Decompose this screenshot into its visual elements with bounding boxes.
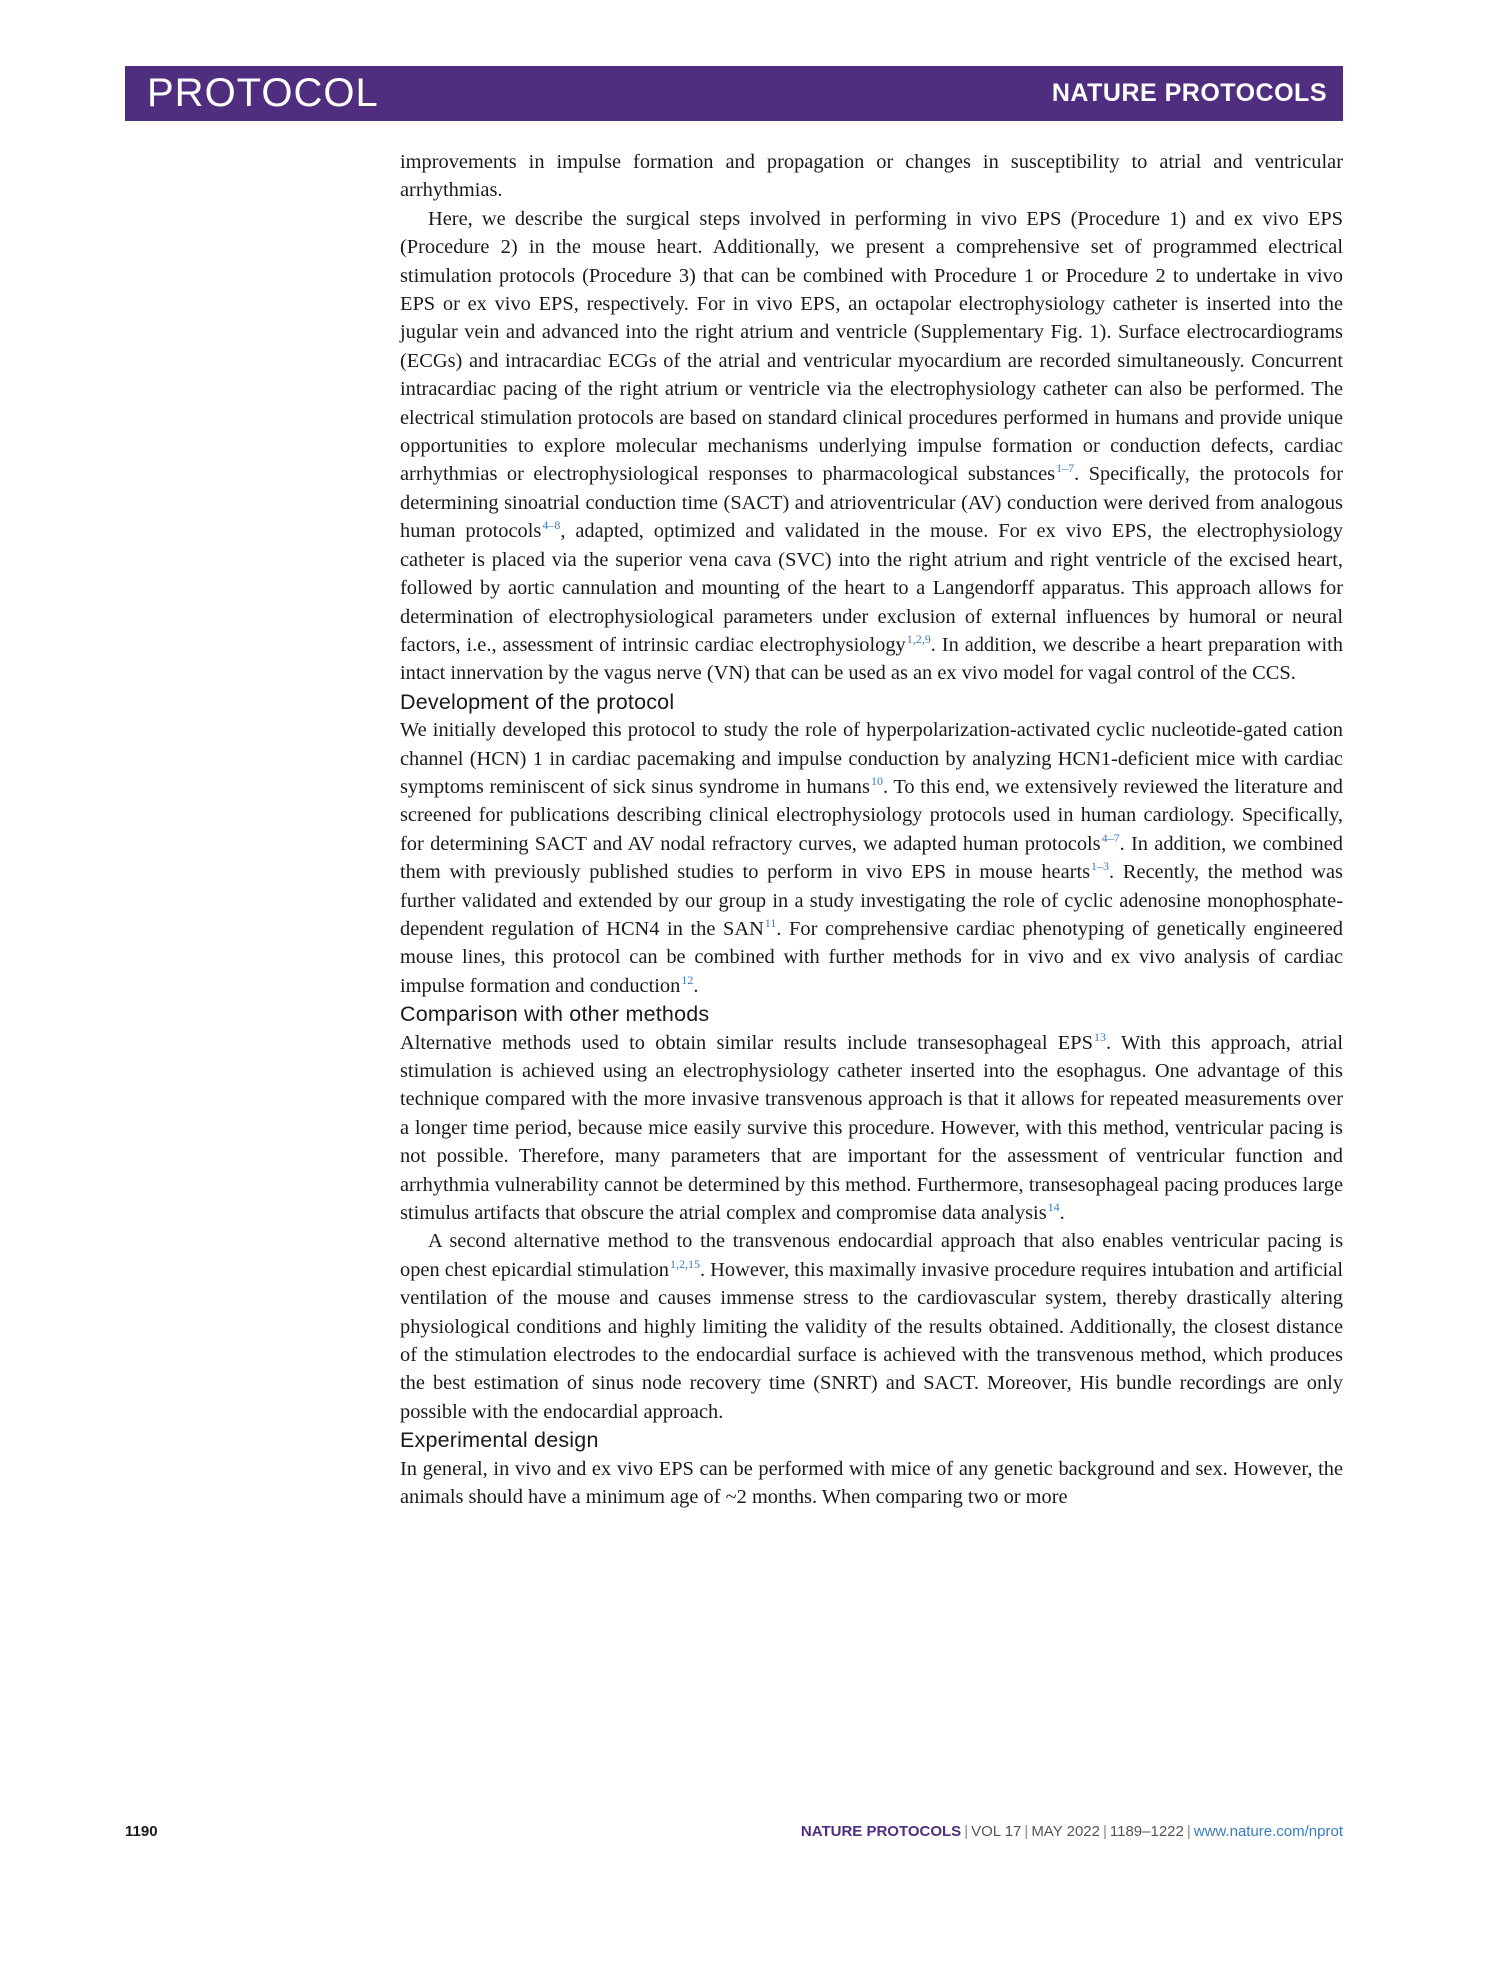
header-banner [125, 66, 1343, 121]
footer-url-link[interactable]: www.nature.com/nprot [1193, 1823, 1343, 1840]
reference-link[interactable]: 13 [1093, 1029, 1106, 1044]
page-number: 1190 [125, 1823, 158, 1840]
journal-name: NATURE PROTOCOLS [1051, 79, 1327, 107]
intro-paragraph-2: Here, we describe the surgical steps involved in performing in vivo EPS (Procedure 1) and ex vivo EPS (Procedure 2) in the mouse heart. Additionally, we present a comprehensive set of programmed electrical stimulation protocols (Procedure 3) that can be combined with Procedure 1 or Procedure 2 to undertake in vivo EPS or ex vivo EPS, respectively. For in vivo EPS, an octapolar electrophysiology catheter is inserted into the jugular vein and advanced into the right atrium and ventricle (Supplementary Fig. 1). Surface electrocardiograms (ECGs) and intracardiac ECGs of the atrial and ventricular myocardium are recorded simultaneously. Concurrent intracardiac pacing of the right atrium or ventricle via the electrophysiology catheter can also be performed. The electrical stimulation protocols are based on standard clinical procedures performed in humans and provide unique opportunities to explore molecular mechanisms underlying impulse formation or conduction defects, cardiac arrhythmias or electrophysiological responses to pharmacological substances$^{1-7}$. Specifically, the protocols for determining sinoatrial conduction time (SACT) and atrioventricular (AV) conduction were derived from analogous human protocols$^{4-8}$, adapted, optimized and validated in the mouse. For ex vivo EPS, the electrophysiology catheter is placed via the superior vena cava (SVC) into the right atrium and right ventricle of the excised heart, followed by aortic cannulation and mounting of the heart to a Langendorff apparatus. This approach allows for determination of electrophysiological parameters under exclusion of external influences by humoral or neural factors, i.e., assessment of intrinsic cardiac electrophysiology$^{1,2,9}$. In addition, we describe a heart preparation with intact innervation by the vagus nerve (VN) that can be used as an ex vivo model for vagal control of the CCS. [400, 207, 1343, 685]
footer-separator: | [1186, 1823, 1191, 1840]
experimental-design-paragraph: In general, in vivo and ex vivo EPS can be performed with mice of any genetic background and sex. However, the animals should have a minimum age of ~2 months. When comparing two or more [400, 1457, 1343, 1509]
footer-separator: | [1024, 1823, 1029, 1840]
reference-link[interactable]: 10 [870, 773, 883, 788]
section-heading-development: Development of the protocol [400, 689, 675, 714]
reference-link[interactable]: 4–7 [1101, 830, 1120, 845]
comparison-paragraph-2: A second alternative method to the transvenous endocardial approach that also enables ventricular pacing is open chest epicardial stimulation$^{1,2,15}$. However, this maximally invasive procedure requires intubation and artificial ventilation of the mouse and causes immense stress to the cardiovascular system, thereby drastically altering physiological conditions and highly limiting the validity of the results obtained. Additionally, the closest distance of the stimulation electrodes to the endocardial surface is achieved with the transvenous method, which produces the best estimation of sinus node recovery time (SNRT) and SACT. Moreover, His bundle recordings are only possible with the endocardial approach. [400, 1230, 1344, 1423]
footer-volume: VOL 17 [971, 1823, 1022, 1840]
article-body [400, 148, 1343, 1512]
footer-journal: NATURE PROTOCOLS [800, 1823, 962, 1840]
section-label: PROTOCOL [147, 71, 379, 115]
footer-date: MAY 2022 [1031, 1823, 1100, 1840]
development-paragraph: We initially developed this protocol to study the role of hyperpolarization-activated cyclic nucleotide-gated cation channel (HCN) 1 in cardiac pacemaking and impulse conduction by analyzing HCN1-deficient mice with cardiac symptoms reminiscent of sick sinus syndrome in humans$^{10}$. To this end, we extensively reviewed the literature and screened for publications describing clinical electrophysiology protocols used in human cardiology. Specifically, for determining SACT and AV nodal refractory curves, we adapted human protocols$^{4-7}$. In addition, we combined them with previously published studies to perform in vivo EPS in mouse hearts$^{1-3}$. Recently, the method was further validated and extended by our group in a study investigating the role of cyclic adenosine monophosphate-dependent regulation of HCN4 in the SAN$^{11}$. For comprehensive cardiac phenotyping of genetically engineered mouse lines, this protocol can be combined with further methods for in vivo and ex vivo analysis of cardiac impulse formation and conduction$^{12}$. [400, 719, 1344, 997]
intro-paragraph-1: improvements in impulse formation and propagation or changes in susceptibility to atrial and ventricular arrhythmias. [400, 151, 1343, 202]
comparison-paragraph-1: Alternative methods used to obtain similar results include transesophageal EPS$^{13}$. With this approach, atrial stimulation is achieved using an electrophysiology catheter inserted into the esophagus. One advantage of this technique compared with the more invasive transvenous approach is that it allows for repeated measurements over a longer time period, because mice easily survive this procedure. However, with this method, ventricular pacing is not possible. Therefore, many parameters that are important for the assessment of ventricular function and arrhythmia vulnerability cannot be determined by this method. Furthermore, transesophageal pacing produces large stimulus artifacts that obscure the atrial complex and compromise data analysis$^{14}$. [400, 1029, 1343, 1225]
reference-link[interactable]: 1–7 [1056, 461, 1075, 476]
reference-link[interactable]: 12 [681, 972, 694, 987]
footer-pages: 1189–1222 [1109, 1823, 1184, 1840]
footer-separator: | [964, 1823, 969, 1840]
reference-link[interactable]: 1,2,9 [906, 631, 931, 646]
reference-link[interactable]: 14 [1047, 1200, 1060, 1215]
footer-separator: | [1102, 1823, 1107, 1840]
footer-citation [801, 1823, 1343, 1840]
section-heading-experimental-design: Experimental design [400, 1428, 599, 1453]
reference-link[interactable]: 4–8 [542, 518, 561, 533]
section-heading-comparison: Comparison with other methods [400, 1002, 710, 1027]
reference-link[interactable]: 11 [764, 915, 777, 930]
reference-link[interactable]: 1,2,15 [669, 1256, 700, 1271]
reference-link[interactable]: 1–3 [1091, 859, 1110, 874]
